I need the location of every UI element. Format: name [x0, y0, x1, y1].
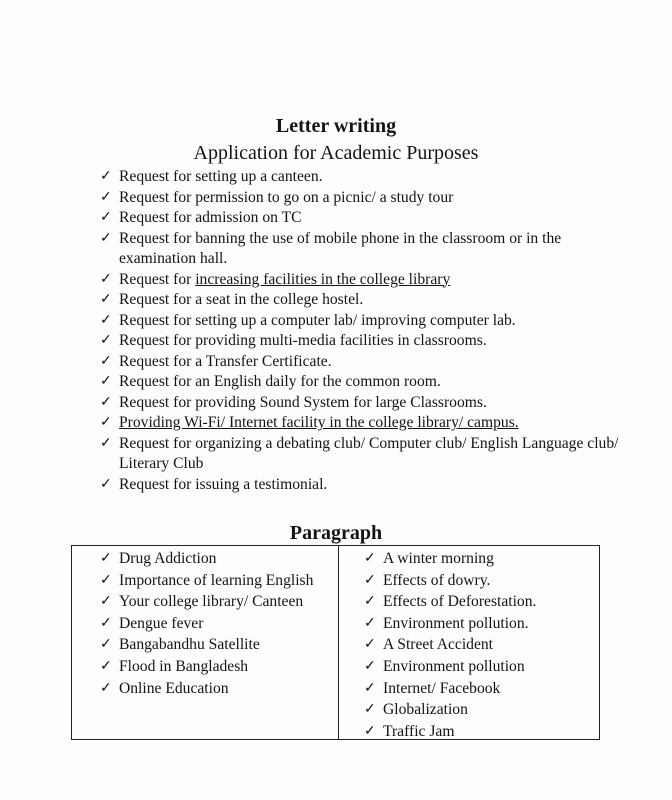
list-item: ✓ Environment pollution	[364, 656, 594, 678]
check-icon: ✓	[100, 551, 112, 566]
list-item: ✓ Request for a seat in the college hostel.	[100, 290, 620, 311]
check-icon: ✓	[100, 353, 112, 369]
check-icon: ✓	[100, 594, 112, 610]
check-icon: ✓	[100, 230, 112, 246]
list-item: ✓ Request for a Transfer Certificate.	[100, 352, 620, 373]
check-icon: ✓	[100, 189, 112, 205]
check-icon: ✓	[364, 551, 376, 566]
check-icon: ✓	[364, 723, 376, 739]
paragraph-title: Paragraph	[289, 522, 383, 544]
list-item: ✓ Request for permission to go on a picnic/ a study tour	[100, 188, 620, 209]
check-icon: ✓	[100, 637, 112, 653]
list-item: ✓ Effects of Deforestation.	[364, 591, 594, 613]
check-icon: ✓	[100, 333, 112, 348]
check-icon: ✓	[364, 594, 376, 610]
check-icon: ✓	[100, 169, 112, 184]
check-icon: ✓	[100, 271, 112, 287]
page-title: Letter writing	[275, 115, 397, 137]
list-item: ✓ Request for organizing a debating club/ Computer club/ English Language club/ Literary Club	[100, 434, 619, 472]
paragraph-table	[71, 545, 600, 740]
list-item: ✓ Request for setting up a computer lab/ improving computer lab.	[100, 311, 620, 332]
check-icon: ✓	[100, 292, 112, 307]
list-item: ✓ Request for increasing facilities in the college library	[100, 270, 620, 291]
list-item	[100, 413, 620, 434]
list-item: ✓ Effects of dowry.	[364, 570, 594, 592]
list-item: ✓ Traffic Jam	[364, 721, 594, 743]
check-icon: ✓	[100, 615, 112, 631]
list-item: ✓ A winter morning	[364, 548, 594, 570]
list-item: ✓ Globalization	[364, 699, 594, 721]
underlined-text: increasing facilities in the college library	[195, 270, 451, 288]
check-icon: ✓	[364, 658, 376, 674]
check-icon: ✓	[364, 572, 376, 588]
check-icon: ✓	[100, 394, 112, 410]
check-icon: ✓	[100, 415, 112, 430]
list-item: ✓ Importance of learning English	[100, 570, 330, 592]
column-divider	[338, 546, 339, 739]
list-item: ✓ Request for providing multi-media facilities in classrooms.	[100, 331, 620, 352]
check-icon: ✓	[100, 476, 112, 492]
list-item: ✓ Drug Addiction	[100, 548, 330, 570]
list-item: ✓ Bangabandhu Satellite	[100, 634, 330, 656]
list-item: ✓ Request for setting up a canteen.	[100, 167, 620, 188]
check-icon: ✓	[100, 435, 112, 451]
list-item: ✓ Your college library/ Canteen	[100, 591, 330, 613]
list-item: ✓ Request for banning the use of mobile phone in the classroom or in the examination hall.	[100, 229, 562, 267]
check-icon: ✓	[100, 210, 112, 225]
list-item: ✓ Request for an English daily for the common room.	[100, 372, 620, 393]
check-icon: ✓	[100, 658, 112, 674]
list-item: ✓ Request for admission on TC	[100, 208, 620, 229]
list-item: ✓ Environment pollution.	[364, 613, 594, 635]
list-item: ✓ Request for issuing a testimonial.	[100, 475, 620, 496]
letter-topic-list	[100, 167, 620, 495]
check-icon: ✓	[100, 572, 112, 588]
paragraph-list-left	[100, 548, 330, 699]
list-item: ✓ Flood in Bangladesh	[100, 656, 330, 678]
underlined-text: Providing Wi-Fi/ Internet facility in the college library/ campus.	[119, 414, 519, 431]
check-icon: ✓	[100, 312, 112, 328]
check-icon: ✓	[100, 374, 112, 389]
page-subtitle: Application for Academic Purposes	[193, 142, 479, 164]
list-item: ✓ Dengue fever	[100, 613, 330, 635]
list-item: ✓ A Street Accident	[364, 634, 594, 656]
check-icon: ✓	[364, 637, 376, 653]
list-item: ✓ Internet/ Facebook	[364, 678, 594, 700]
list-item: ✓ Request for providing Sound System for large Classrooms.	[100, 393, 620, 414]
list-item: ✓ Online Education	[100, 678, 330, 700]
check-icon: ✓	[100, 680, 112, 696]
check-icon: ✓	[364, 615, 376, 631]
check-icon: ✓	[364, 702, 376, 718]
paragraph-list-right	[364, 548, 594, 742]
check-icon: ✓	[364, 680, 376, 696]
